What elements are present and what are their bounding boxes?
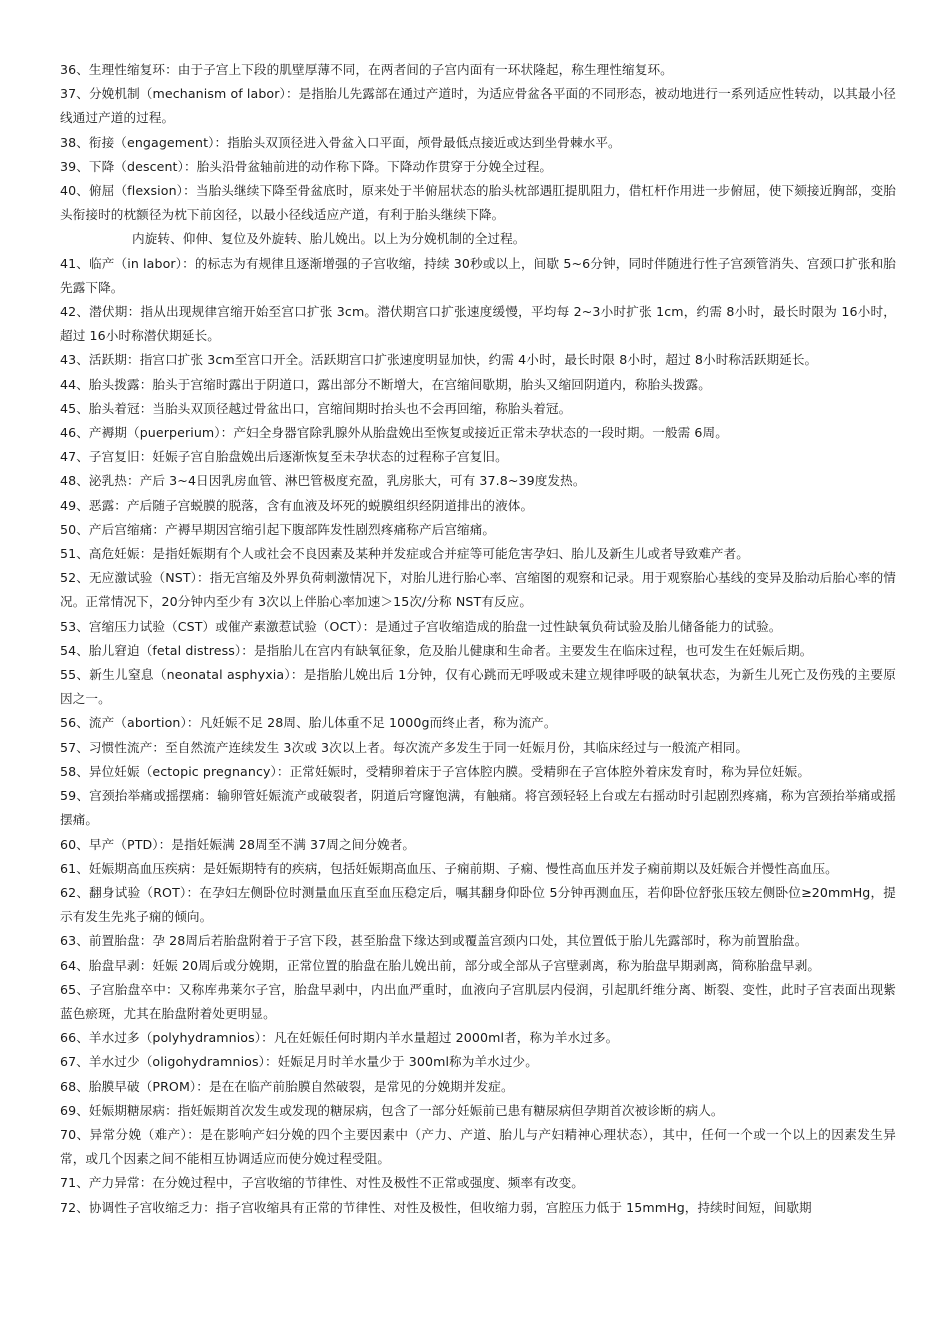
definition-58: 58、异位妊娠（ectopic pregnancy）：正常妊娠时，受精卵着床于子宫体腔内膜。受精卵在子宫体腔外着床发育时，称为异位妊娠。 bbox=[60, 763, 811, 779]
definition-71: 71、产力异常：在分娩过程中，子宫收缩的节律性、对性及极性不正常或强度、频率有改变。 bbox=[60, 1175, 584, 1191]
definition-66: 66、羊水过多（polyhydramnios）：凡在妊娠任何时期内羊水量超过 2000ml者，称为羊水过多。 bbox=[60, 1030, 619, 1046]
definition-72: 72、协调性子宫收缩乏力：指子宫收缩具有正常的节律性、对性及极性，但收缩力弱，宫腔压力低于 15mmHg，持续时间短，间歇期 bbox=[60, 1199, 812, 1215]
definition-62: 62、翻身试验（ROT）：在孕妇左侧卧位时测量血压直至血压稳定后，嘱其翻身仰卧位 5分钟再测血压，若仰卧位舒张压较左侧卧位≥20mmHg，提示有发生先兆子痫的倾向。 bbox=[60, 884, 896, 925]
definition-63: 63、前置胎盘：孕 28周后若胎盘附着于子宫下段，甚至胎盘下缘达到或覆盖宫颈内口处，其位置低于胎儿先露部时，称为前置胎盘。 bbox=[60, 933, 808, 949]
definition-38: 38、衔接（engagement）：指胎头双顶径进入骨盆入口平面，颅骨最低点接近或达到坐骨棘水平。 bbox=[60, 134, 621, 150]
definition-42: 42、潜伏期：指从出现规律宫缩开始至宫口扩张 3cm。潜伏期宫口扩张速度缓慢，平均每 2~3小时扩张 1cm，约需 8小时，最长时限为 16小时，超过 16小时称潜伏期延长。 bbox=[60, 304, 896, 344]
definition-53: 53、宫缩压力试验（CST）或催产素激惹试验（OCT）：是通过子宫收缩造成的胎盘一过性缺氧负荷试验及胎儿储备能力的试验。 bbox=[60, 618, 782, 634]
definition-40: 40、俯屈（flexsion）：当胎头继续下降至骨盆底时，原来处于半俯屈状态的胎头枕部遇肛提肌阻力，借杠杆作用进一步俯屈，使下颏接近胸部，变胎头衔接时的枕额径为枕下前囟径，以最小径线适应产道，有利于胎头继续下降。 bbox=[60, 183, 896, 223]
definition-61: 61、妊娠期高血压疾病：是妊娠期特有的疾病，包括妊娠期高血压、子痫前期、子痫、慢性高血压并发子痫前期以及妊娠合并慢性高血压。 bbox=[60, 860, 838, 876]
definition-65: 65、子宫胎盘卒中：又称库弗莱尔子宫，胎盘早剥中，内出血严重时，血液向子宫肌层内侵润，引起肌纤维分离、断裂、变性，此时子宫表面出现紫蓝色瘀斑，尤其在胎盘附着处更明显。 bbox=[60, 981, 896, 1021]
definition-49: 49、恶露：产后随子宫蜕膜的脱落，含有血液及坏死的蜕膜组织经阴道排出的液体。 bbox=[60, 497, 534, 513]
definition-39: 39、下降（descent）：胎头沿骨盆轴前进的动作称下降。下降动作贯穿于分娩全过程。 bbox=[60, 158, 553, 174]
definition-44: 44、胎头拨露：胎头于宫缩时露出于阴道口，露出部分不断增大，在宫缩间歇期，胎头又缩回阴道内，称胎头拨露。 bbox=[60, 376, 711, 392]
document-page bbox=[60, 58, 896, 1220]
definition-48: 48、泌乳热：产后 3~4日因乳房血管、淋巴管极度充盈，乳房胀大，可有 37.8~39度发热。 bbox=[60, 473, 586, 489]
definition-70: 70、异常分娩（难产）：是在影响产妇分娩的四个主要因素中（产力、产道、胎儿与产妇精神心理状态），其中，任何一个或一个以上的因素发生异常，或几个因素之间不能相互协调适应而使分娩过程受阻。 bbox=[60, 1126, 896, 1167]
definition-45: 45、胎头着冠：当胎头双顶径越过骨盆出口，宫缩间期时抬头也不会再回缩，称胎头着冠。 bbox=[60, 400, 572, 416]
definition-50: 50、产后宫缩痛：产褥早期因宫缩引起下腹部阵发性剧烈疼痛称产后宫缩痛。 bbox=[60, 521, 496, 537]
definition-47: 47、子宫复旧：妊娠子宫自胎盘娩出后逐渐恢复至未孕状态的过程称子宫复旧。 bbox=[60, 449, 508, 465]
definition-68: 68、胎膜早破（PROM）：是在在临产前胎膜自然破裂，是常见的分娩期并发症。 bbox=[60, 1078, 514, 1094]
definition-40-continuation: 内旋转、仰伸、复位及外旋转、胎儿娩出。以上为分娩机制的全过程。 bbox=[132, 231, 526, 247]
definition-52: 52、无应激试验（NST）：指无宫缩及外界负荷刺激情况下，对胎儿进行胎心率、宫缩图的观察和记录。用于观察胎心基线的变异及胎动后胎心率的情况。正常情况下，20分钟内至少有 3次以上伴胎心率加速＞15次/分称 NST有反应。 bbox=[60, 570, 896, 610]
definition-43: 43、活跃期：指宫口扩张 3cm至宫口开全。活跃期宫口扩张速度明显加快，约需 4小时，最长时限 8小时，超过 8小时称活跃期延长。 bbox=[60, 352, 818, 368]
definition-59: 59、宫颈抬举痛或摇摆痛：输卵管妊娠流产或破裂者，阴道后穹窿饱满，有触痛。将宫颈轻轻上台或左右摇动时引起剧烈疼痛，称为宫颈抬举痛或摇摆痛。 bbox=[60, 788, 896, 828]
definition-41: 41、临产（in labor）：的标志为有规律且逐渐增强的子宫收缩，持续 30秒或以上，间歇 5~6分钟，同时伴随进行性子宫颈管消失、宫颈口扩张和胎先露下降。 bbox=[60, 255, 896, 295]
definition-55: 55、新生儿窒息（neonatal asphyxia）：是指胎儿娩出后 1分钟，仅有心跳而无呼吸或未建立规律呼吸的缺氧状态，为新生儿死亡及伤残的主要原因之一。 bbox=[60, 667, 896, 707]
definition-37: 37、分娩机制（mechanism of labor）：是指胎儿先露部在通过产道时，为适应骨盆各平面的不同形态，被动地进行一系列适应性转动，以其最小径线通过产道的过程。 bbox=[60, 86, 896, 126]
definition-69: 69、妊娠期糖尿病：指妊娠期首次发生或发现的糖尿病，包含了一部分妊娠前已患有糖尿病但孕期首次被诊断的病人。 bbox=[60, 1102, 724, 1118]
definition-64: 64、胎盘早剥：妊娠 20周后或分娩期，正常位置的胎盘在胎儿娩出前，部分或全部从子宫壁剥离，称为胎盘早期剥离，简称胎盘早剥。 bbox=[60, 957, 821, 973]
definition-46: 46、产褥期（puerperium）：产妇全身器官除乳腺外从胎盘娩出至恢复或接近正常未孕状态的一段时期。一般需 6周。 bbox=[60, 425, 728, 441]
definition-51: 51、高危妊娠：是指妊娠期有个人或社会不良因素及某种并发症或合并症等可能危害孕妇、胎儿及新生儿或者导致难产者。 bbox=[60, 546, 749, 562]
definition-60: 60、早产（PTD）：是指妊娠满 28周至不满 37周之间分娩者。 bbox=[60, 836, 416, 852]
definition-54: 54、胎儿窘迫（fetal distress）：是指胎儿在宫内有缺氧征象，危及胎儿健康和生命者。主要发生在临床过程，也可发生在妊娠后期。 bbox=[60, 642, 813, 658]
definition-67: 67、羊水过少（oligohydramnios）：妊娠足月时羊水量少于 300ml称为羊水过少。 bbox=[60, 1054, 538, 1070]
definition-57: 57、习惯性流产：至自然流产连续发生 3次或 3次以上者。每次流产多发生于同一妊娠月份，其临床经过与一般流产相同。 bbox=[60, 739, 749, 755]
definition-36: 36、生理性缩复环：由于子宫上下段的肌壁厚薄不同，在两者间的子宫内面有一环状隆起，称生理性缩复环。 bbox=[60, 62, 673, 77]
definition-56: 56、流产（abortion）：凡妊娠不足 28周、胎儿体重不足 1000g而终止者，称为流产。 bbox=[60, 715, 557, 731]
